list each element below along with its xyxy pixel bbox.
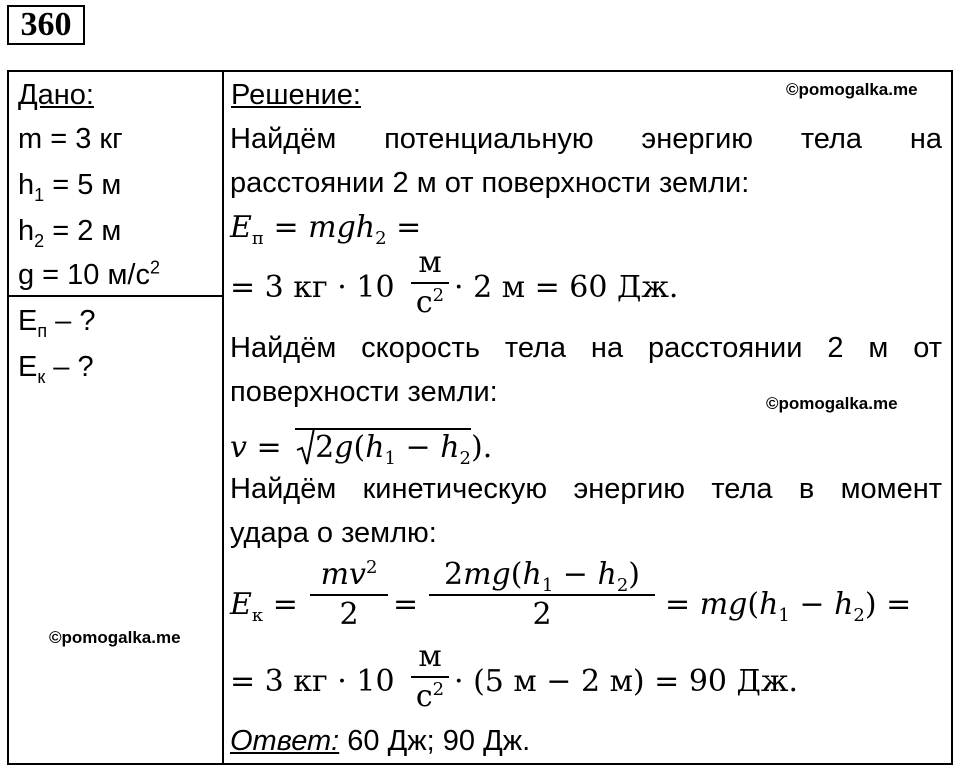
formula-velocity: v = $2g(h_1 - h_2)$. [230, 430, 493, 469]
solution-text-3b: удара о землю: [230, 517, 437, 549]
unit-fraction: м $с^2$ [411, 640, 449, 714]
solution-title: Решение: [231, 79, 361, 111]
find-kinetic-energy: $E_к$ – ? [18, 351, 94, 387]
sqrt-icon [295, 428, 315, 468]
fraction-2mg: $2mg(h_1 - h_2)$ 2 [429, 558, 655, 632]
formula-potential-2a: = 3 кг · 10 [230, 270, 395, 305]
formula-kinetic-2b: · (5 м − 2 м) = 90 Дж. [454, 664, 799, 699]
fraction-mv2: $mv^2$ 2 [310, 558, 388, 632]
solution-text-1a: Найдём потенциальную энергию тела на [230, 123, 942, 155]
watermark: ©pomogalka.me [766, 394, 898, 413]
equals-sign: = [393, 587, 419, 622]
given-divider [9, 295, 222, 297]
given-title: Дано: [18, 79, 94, 111]
watermark: ©pomogalka.me [786, 80, 918, 99]
solution-text-1b: расстоянии 2 м от поверхности земли: [230, 167, 750, 199]
unit-fraction: м $с^2$ [411, 246, 449, 320]
solution-text-2a: Найдём скорость тела на расстоянии 2 м от [230, 332, 942, 364]
watermark: ©pomogalka.me [49, 628, 181, 647]
solution-text-2b: поверхности земли: [230, 376, 498, 408]
formula-kinetic-2a: = 3 кг · 10 [230, 664, 395, 699]
solution-text-3a: Найдём кинетическую энергию тела в момент [230, 473, 942, 505]
find-potential-energy: $E_п$ – ? [18, 305, 96, 341]
formula-kinetic-lhs: $E_к$ = [230, 587, 298, 626]
formula-potential-2b: · 2 м = 60 Дж. [454, 270, 679, 305]
problem-number: 360 [7, 5, 85, 45]
given-h2: $h_2 = 2$ м [18, 215, 122, 251]
formula-potential-1: $E_п = mgh_2$ = [230, 210, 422, 249]
given-h1: $h_1 = 5$ м [18, 169, 122, 205]
formula-kinetic-rhs: = $mg(h_1 - h_2)$ = [665, 587, 912, 626]
answer: Ответ: 60 Дж; 90 Дж. [230, 725, 531, 757]
given-mass: m = 3 кг [18, 123, 123, 155]
given-g: g = 10 $м/с^2$ [18, 257, 161, 291]
column-divider [222, 72, 224, 765]
